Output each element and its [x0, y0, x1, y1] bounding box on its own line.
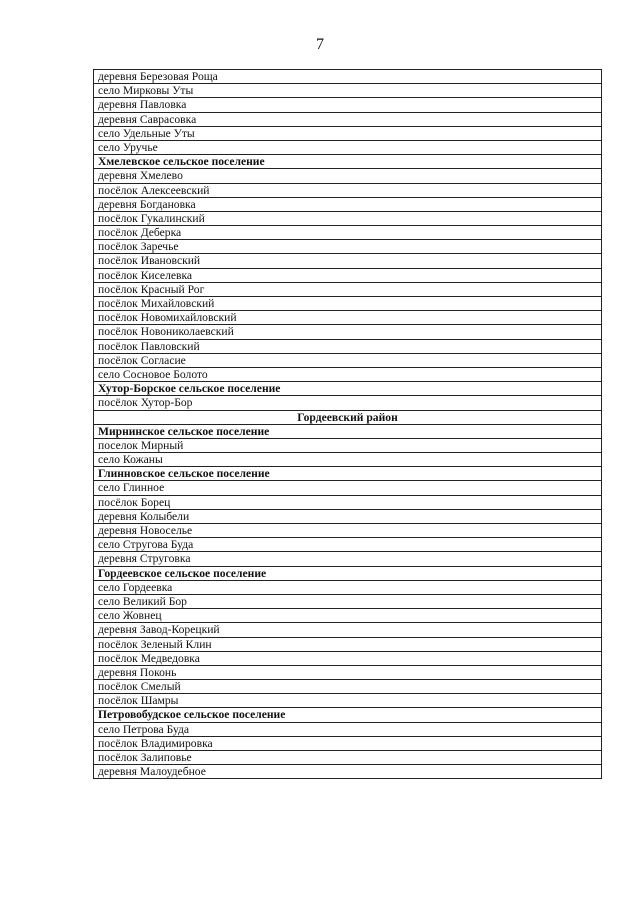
settlement-row: деревня Колыбели: [94, 510, 601, 524]
settlement-group-heading: Гордеевское сельское поселение: [94, 567, 601, 581]
settlement-group-heading: Хмелевское сельское поселение: [94, 155, 601, 169]
settlement-row: деревня Хмелево: [94, 169, 601, 183]
settlement-row: посёлок Михайловский: [94, 297, 601, 311]
settlement-row: посёлок Зеленый Клин: [94, 638, 601, 652]
settlement-row: село Петрова Буда: [94, 723, 601, 737]
settlement-row: посёлок Залиповье: [94, 751, 601, 765]
settlement-row: деревня Малоудебное: [94, 765, 601, 779]
settlement-group-heading: Петровобудское сельское поселение: [94, 708, 601, 722]
settlement-row: посёлок Деберка: [94, 226, 601, 240]
settlement-row: посёлок Ивановский: [94, 254, 601, 268]
settlement-row: посёлок Красный Рог: [94, 283, 601, 297]
settlement-row: деревня Поконь: [94, 666, 601, 680]
settlement-row: село Гордеевка: [94, 581, 601, 595]
settlement-row: посёлок Шамры: [94, 694, 601, 708]
settlement-row: посёлок Павловский: [94, 340, 601, 354]
settlement-group-heading: Мирнинское сельское поселение: [94, 425, 601, 439]
settlement-row: посёлок Киселевка: [94, 269, 601, 283]
settlement-row: посёлок Медведовка: [94, 652, 601, 666]
settlement-row: посёлок Алексеевский: [94, 184, 601, 198]
settlement-row: село Мирковы Уты: [94, 84, 601, 98]
settlement-row: деревня Новоселье: [94, 524, 601, 538]
settlement-group-heading: Глинновское сельское поселение: [94, 467, 601, 481]
settlement-row: деревня Березовая Роща: [94, 70, 601, 84]
district-heading: Гордеевский район: [94, 411, 601, 425]
settlement-row: посёлок Заречье: [94, 240, 601, 254]
settlement-row: посёлок Новониколаевский: [94, 325, 601, 339]
settlement-row: посёлок Борец: [94, 496, 601, 510]
settlement-row: посёлок Гукалинский: [94, 212, 601, 226]
settlement-row: поселок Мирный: [94, 439, 601, 453]
settlement-row: деревня Савраcовка: [94, 113, 601, 127]
settlement-row: посёлок Хутор-Бор: [94, 396, 601, 410]
settlement-row: деревня Завод-Корецкий: [94, 623, 601, 637]
settlements-table: [93, 69, 602, 779]
settlement-row: деревня Богдановка: [94, 198, 601, 212]
settlement-row: деревня Павловка: [94, 98, 601, 112]
settlement-group-heading: Хутор-Борское сельское поселение: [94, 382, 601, 396]
settlement-row: село Стругова Буда: [94, 538, 601, 552]
settlement-row: село Глинное: [94, 481, 601, 495]
settlement-row: село Сосновое Болото: [94, 368, 601, 382]
settlement-row: село Жовнец: [94, 609, 601, 623]
settlement-row: посёлок Смелый: [94, 680, 601, 694]
settlement-row: село Великий Бор: [94, 595, 601, 609]
settlement-row: село Кожаны: [94, 453, 601, 467]
settlement-row: деревня Струговка: [94, 552, 601, 566]
settlement-row: посёлок Новомихайловский: [94, 311, 601, 325]
settlement-row: посёлок Владимировка: [94, 737, 601, 751]
settlement-row: посёлок Согласие: [94, 354, 601, 368]
settlement-row: село Удельные Уты: [94, 127, 601, 141]
page-number: 7: [316, 36, 324, 53]
settlement-row: село Уручье: [94, 141, 601, 155]
